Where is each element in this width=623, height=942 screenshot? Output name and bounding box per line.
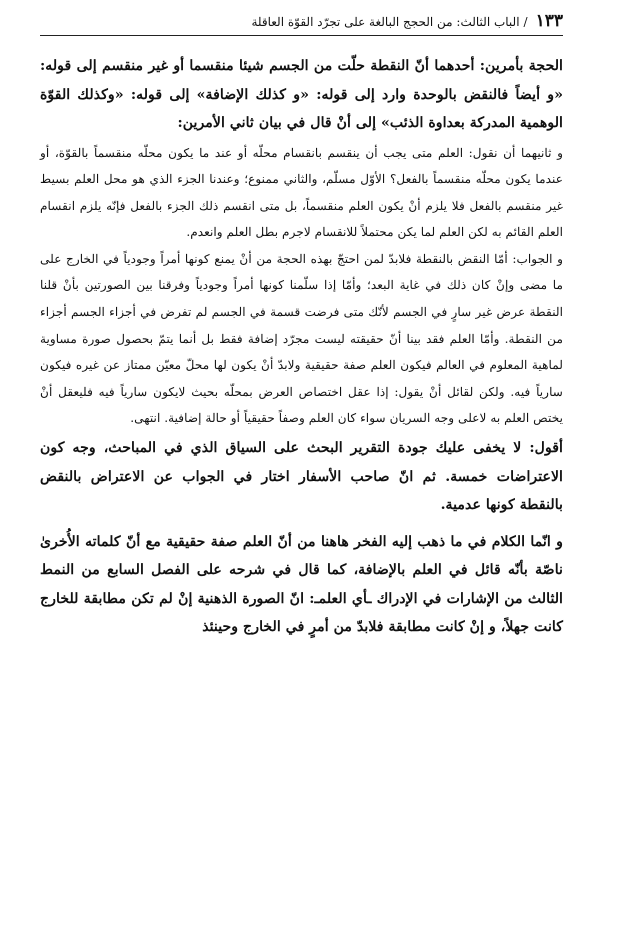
paragraph-commentary: أقول: لا يخفى عليك جودة التقرير البحث على السياق الذي في المباحث، وجه كون الاعتراضات خمسة. ثم انّ صاحب الأسفار اختار في الجواب عن الاعتراض بالنقض بالنقطة كونها عدمية. xyxy=(40,440,563,514)
chapter-title: الباب الثالث: من الحجج البالغة على تجرّد القوّة العاقلة xyxy=(251,15,520,29)
body-text xyxy=(40,52,563,642)
running-header xyxy=(40,12,563,36)
paragraph-fakhr-discussion: و انّما الكلام في ما ذهب إليه الفخر هاهنا من أنّ العلم صفة حقيقية مع أنّ كلماته الأُخرىٰ ناصّة بأنّه قائل في العلم بالإضافة، كما قال في شرحه على الفصل السابع من النمط الثالث من الإشارات في الإدراك ـأي العلمـ: انّ الصورة الذهنية إنْ لم تكن مطابقة للخارج كانت جهلاً، و إنْ كانت مطابقة فلابدّ من أمرٍ في الخارج وحينئذ xyxy=(40,533,563,636)
header-separator: / xyxy=(523,15,528,29)
page-number: ١٣٣ xyxy=(535,11,563,31)
paragraph-quote-answer: و الجواب: أمّا النقض بالنقطة فلابدّ لمن احتجّ بهذه الحجة من أنْ يمنع كونها أمراً وجودياً في الخارج على ما مضى وإنْ كان ذلك في غاية البعد؛ وأمّا إذا سلّمنا كونها أمراً وجودياً وفرقنا بين الصورتين بأنْ قلنا النقطة عرض غير سارٍ في الجسم لأنّك متى فرضت قسمة في الجسم لم تفرض في أجزاء الجسم أجزاء من النقطة. وأمّا العلم فقد بينا أنّ حقيقته ليست مجرّد إضافة فقط بل أنما يتمّ بحصول صورة مساوية لماهية المعلوم في العالم فيكون العلم صفة حقيقية ولابدّ أنْ يكون لها محلّ معيّن ممتاز عن غيره فيكون سارياً فيه. ولكن لقائل أنْ يقول: إذا عقل اختصاص العرض بمحلّه بحيث لايكون سارياً فيه فليعقل أنْ يختص العلم به لاعلى وجه السريان سواء كان العلم وصفاً حقيقياً أو حالة إضافية. انتهى. xyxy=(40,251,563,426)
paragraph-intro: الحجة بأمرين: أحدهما أنّ النقطة حلّت من الجسم شيئا منقسما أو غير منقسم إلى قوله: «و أيضاً فالنقض بالوحدة وارد إلى قوله: «و كذلك الإضافة» إلى قوله: «وكذلك القوّة الوهمية المدركة بعداوة الذئب» إلى أنْ قال في بيان ثاني الأمرين: xyxy=(40,58,563,131)
paragraph-quote-second-matter: و ثانيهما أن نقول: العلم متى يجب أن ينقسم بانقسام محلّه أو عند ما يكون محلّه منقسماً بالقوّة، أو عندما يكون محلّه منقسماً بالفعل؟ الأوّل مسلّم، والثاني ممنوع؛ وعندنا الجزء الذي هو محل العلم بسيط غير منقسم بالفعل فلا يلزم أنْ يكون العلم منقسماً، بل متى انقسم ذلك الجزء بالفعل فإنّه يلزم انقسام العلم القائم به لكن العلم لما يكن محتملاً للانقسام لاجرم بطل العلم وانعدم. xyxy=(40,145,563,240)
